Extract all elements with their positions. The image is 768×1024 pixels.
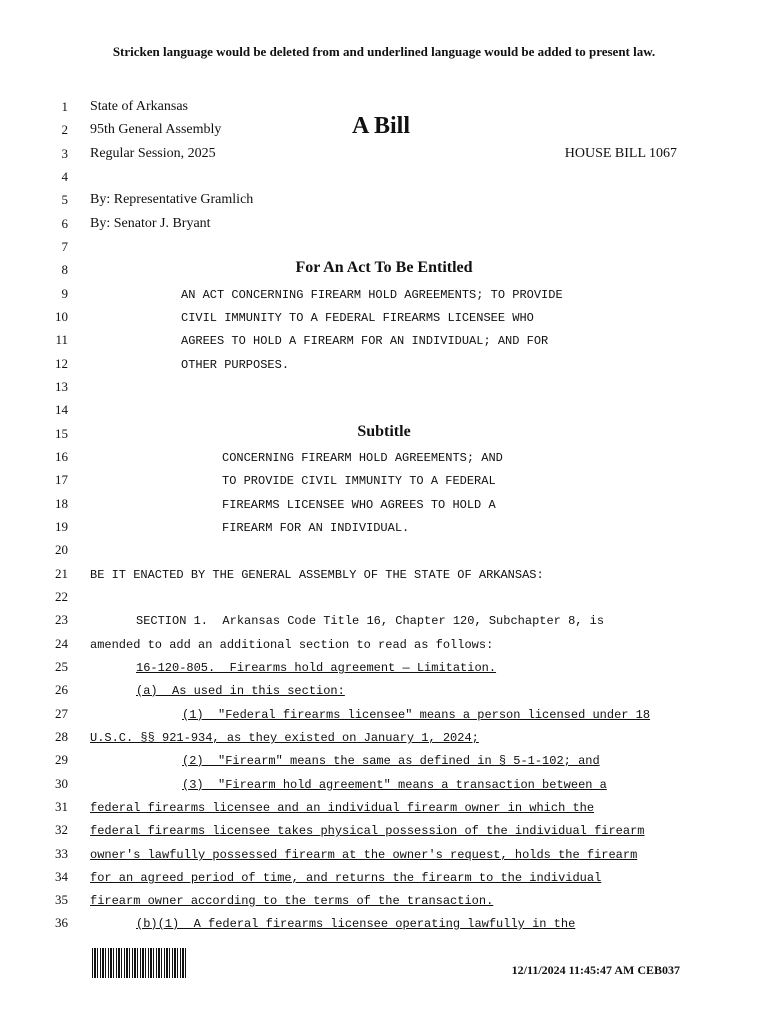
line-number: 18 xyxy=(55,496,68,511)
state-name: State of Arkansas xyxy=(90,99,188,114)
line-number: 19 xyxy=(55,519,68,534)
line-number: 3 xyxy=(61,146,68,161)
line-number: 4 xyxy=(61,169,68,184)
line-number: 1 xyxy=(61,99,68,114)
line-number: 6 xyxy=(61,216,68,231)
added-text: federal firearms licensee and an individual firearm owner in which the xyxy=(90,801,595,815)
barcode-image xyxy=(92,948,188,978)
line-number: 22 xyxy=(55,589,68,604)
line-number: 31 xyxy=(55,799,68,814)
added-text: U.S.C. §§ 921-934, as they existed on January 1, 2024; xyxy=(90,731,479,745)
line-number: 33 xyxy=(55,846,68,861)
line-number: 9 xyxy=(61,286,68,301)
line-number: 34 xyxy=(55,869,68,884)
bill-title: A Bill xyxy=(352,113,411,139)
bill-number: HOUSE BILL 1067 xyxy=(564,146,677,161)
line-number: 24 xyxy=(55,636,68,651)
line-number: 30 xyxy=(55,776,68,791)
line-number: 21 xyxy=(55,566,68,581)
line-number: 35 xyxy=(55,892,68,907)
subtitle-line: CONCERNING FIREARM HOLD AGREEMENTS; AND xyxy=(222,451,503,465)
line-number: 20 xyxy=(55,542,68,557)
subtitle-line: TO PROVIDE CIVIL IMMUNITY TO A FEDERAL xyxy=(222,474,496,488)
line-number: 13 xyxy=(55,379,68,394)
line-number: 8 xyxy=(61,262,68,277)
session: Regular Session, 2025 xyxy=(90,146,216,161)
subtitle-line: FIREARMS LICENSEE WHO AGREES TO HOLD A xyxy=(222,498,496,512)
added-text: owner's lawfully possessed firearm at the owner's request, holds the firearm xyxy=(90,848,638,862)
document-stamp: 12/11/2024 11:45:47 AM CEB037 xyxy=(511,963,680,977)
added-text: (2) "Firearm" means the same as defined in § 5-1-102; and xyxy=(182,754,600,768)
line-number: 29 xyxy=(55,752,68,767)
section-heading: 16-120-805. Firearms hold agreement — Limitation. xyxy=(136,661,497,675)
line-number: 16 xyxy=(55,449,68,464)
line-number: 10 xyxy=(55,309,68,324)
line-number: 5 xyxy=(61,192,68,207)
added-text: (b)(1) A federal firearms licensee operating lawfully in the xyxy=(136,917,576,931)
section-text: amended to add an additional section to read as follows: xyxy=(90,638,494,652)
line-number: 27 xyxy=(55,706,68,721)
act-title-line: OTHER PURPOSES. xyxy=(181,358,290,372)
added-text: (3) "Firearm hold agreement" means a transaction between a xyxy=(182,778,607,792)
enacting-clause: BE IT ENACTED BY THE GENERAL ASSEMBLY OF THE STATE OF ARKANSAS: xyxy=(90,568,544,582)
line-number: 26 xyxy=(55,682,68,697)
added-text: federal firearms licensee takes physical possession of the individual firearm xyxy=(90,824,645,838)
act-title-line: CIVIL IMMUNITY TO A FEDERAL FIREARMS LICENSEE WHO xyxy=(181,311,534,325)
line-number: 11 xyxy=(55,332,68,347)
subtitle-heading: Subtitle xyxy=(357,423,411,440)
line-number: 17 xyxy=(55,472,68,487)
added-text: for an agreed period of time, and returns the firearm to the individual xyxy=(90,871,602,885)
line-number: 28 xyxy=(55,729,68,744)
added-text: (1) "Federal firearms licensee" means a person licensed under 18 xyxy=(182,708,651,722)
act-heading: For An Act To Be Entitled xyxy=(295,259,473,276)
line-number: 15 xyxy=(55,426,68,441)
line-number: 7 xyxy=(61,239,68,254)
general-assembly: 95th General Assembly xyxy=(90,122,222,137)
amendment-notice: Stricken language would be deleted from and underlined language would be added to present law. xyxy=(112,44,656,59)
line-number: 25 xyxy=(55,659,68,674)
act-title-line: AN ACT CONCERNING FIREARM HOLD AGREEMENTS; TO PROVIDE xyxy=(181,288,563,302)
line-number: 36 xyxy=(55,915,68,930)
line-number: 32 xyxy=(55,822,68,837)
subtitle-line: FIREARM FOR AN INDIVIDUAL. xyxy=(222,521,410,535)
added-text: (a) As used in this section: xyxy=(136,684,345,698)
added-text: firearm owner according to the terms of the transaction. xyxy=(90,894,494,908)
line-number: 14 xyxy=(55,402,68,417)
line-number: 12 xyxy=(55,356,68,371)
house-sponsor: By: Representative Gramlich xyxy=(90,192,254,207)
line-number: 23 xyxy=(55,612,68,627)
senate-sponsor: By: Senator J. Bryant xyxy=(90,216,211,231)
line-number: 2 xyxy=(61,122,68,137)
act-title-line: AGREES TO HOLD A FIREARM FOR AN INDIVIDUAL; AND FOR xyxy=(181,334,549,348)
section-text: SECTION 1. Arkansas Code Title 16, Chapter 120, Subchapter 8, is xyxy=(136,614,605,628)
